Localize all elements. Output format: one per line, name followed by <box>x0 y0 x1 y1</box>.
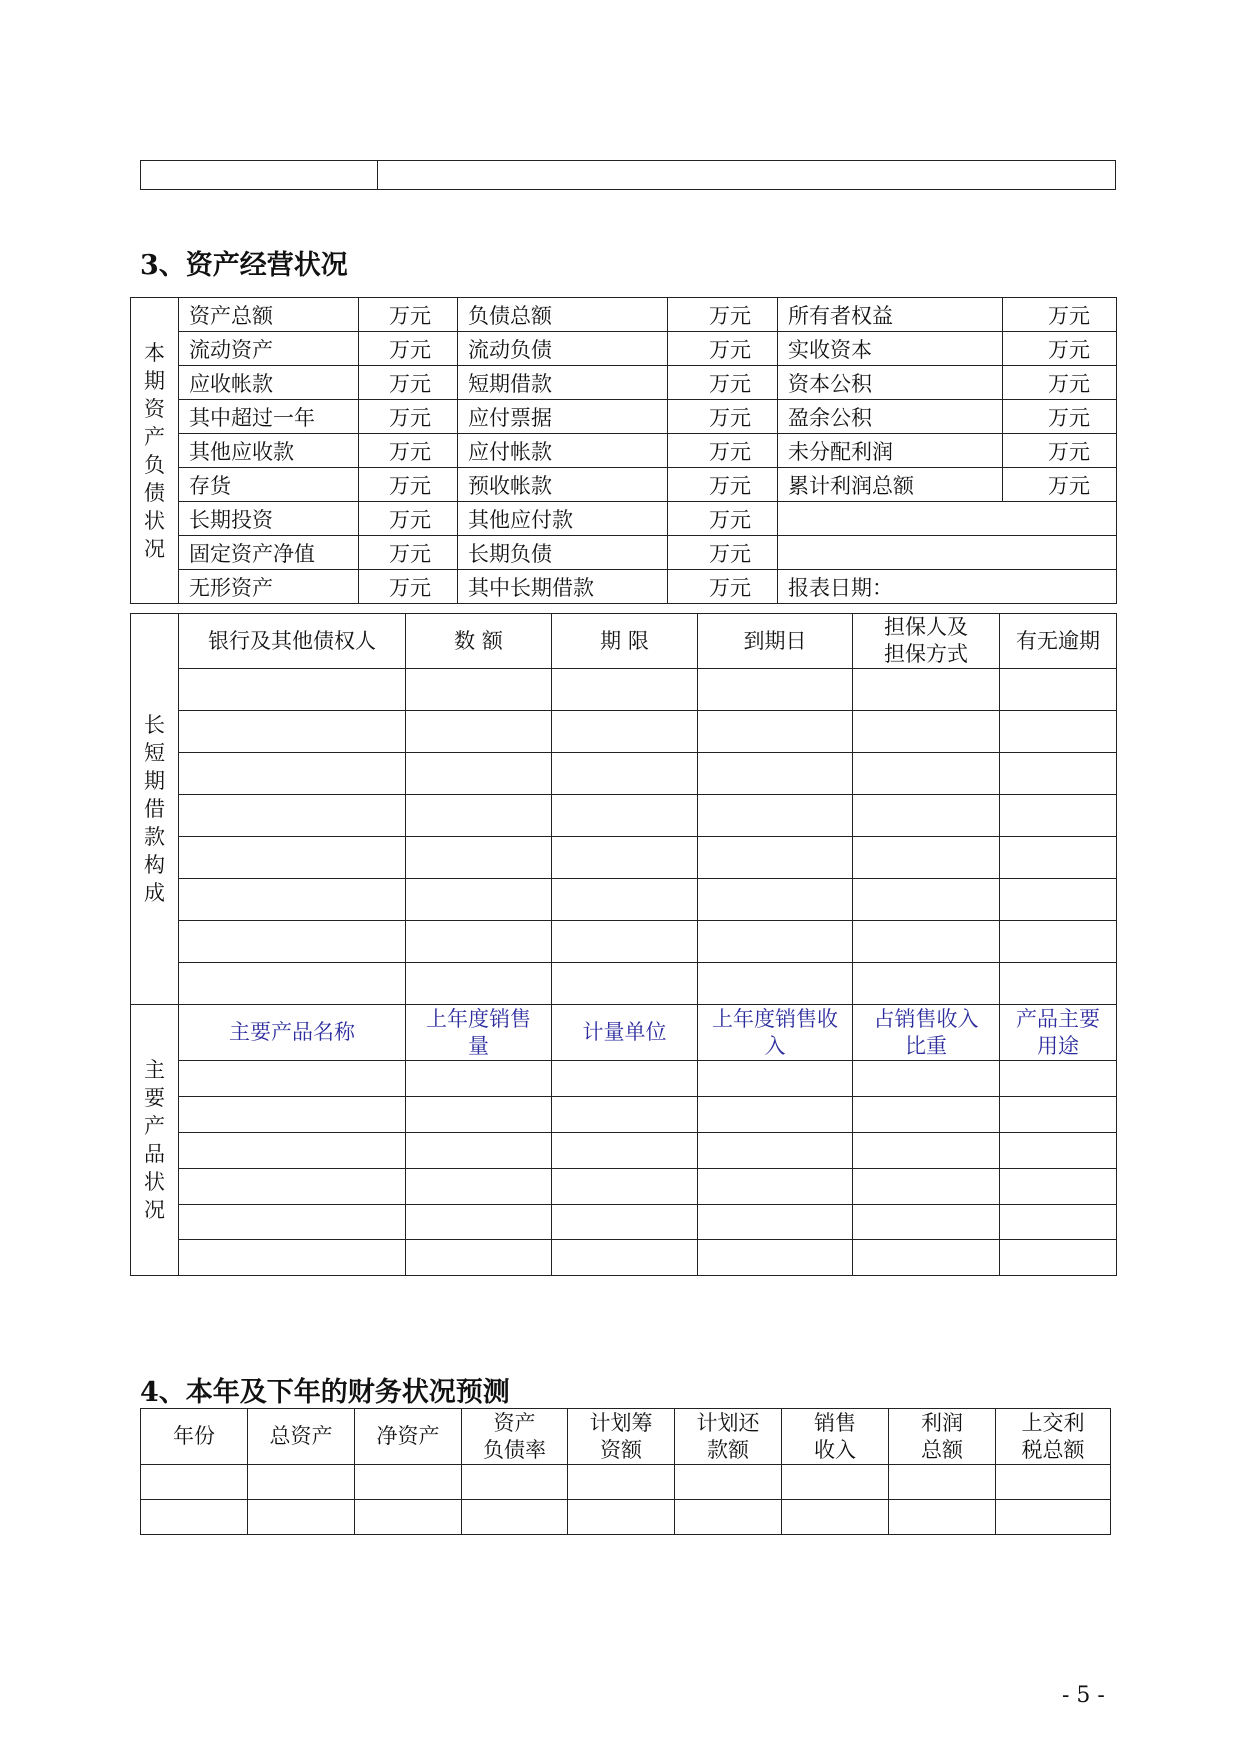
empty-cell <box>853 1240 1000 1276</box>
balance-item-label: 其中长期借款 <box>458 570 668 604</box>
products-column-header: 上年度销售 量 <box>406 1005 552 1061</box>
empty-cell <box>406 963 552 1005</box>
empty-cell <box>853 921 1000 963</box>
balance-item-label: 其他应付款 <box>458 502 668 536</box>
balance-sheet-side-label-char: 本 <box>144 340 165 365</box>
unit-label: 万元 <box>359 332 458 366</box>
balance-item-label: 其中超过一年 <box>179 400 359 434</box>
balance-item-label: 盈余公积 <box>778 400 1003 434</box>
forecast-column-header: 计划还 款额 <box>675 1409 782 1465</box>
balance-item-label: 固定资产净值 <box>179 536 359 570</box>
forecast-column-header: 资产 负债率 <box>462 1409 568 1465</box>
balance-item-label: 未分配利润 <box>778 434 1003 468</box>
products-row <box>131 1205 1117 1240</box>
empty-cell <box>1000 1133 1117 1169</box>
empty-cell <box>552 1133 698 1169</box>
forecast-column-header: 总资产 <box>248 1409 355 1465</box>
loans-row <box>131 879 1117 921</box>
loans-column-header: 到期日 <box>698 614 853 669</box>
empty-cell <box>462 1465 568 1500</box>
unit-label: 万元 <box>668 298 778 332</box>
page-number: - 5 - <box>1062 1683 1105 1708</box>
section-4-heading: 4、本年及下年的财务状况预测 <box>140 1377 510 1408</box>
unit-label: 万元 <box>1003 434 1117 468</box>
products-side-label-char: 主 <box>144 1058 165 1082</box>
unit-label: 万元 <box>359 298 458 332</box>
empty-cell <box>179 1240 406 1276</box>
unit-label: 万元 <box>1003 366 1117 400</box>
forecast-column-header: 销售 收入 <box>782 1409 889 1465</box>
unit-label: 万元 <box>1003 298 1117 332</box>
empty-cell <box>406 1240 552 1276</box>
empty-cell <box>698 1061 853 1097</box>
products-side-label-char: 品 <box>144 1142 165 1166</box>
empty-cell <box>1000 795 1117 837</box>
unit-label: 万元 <box>1003 400 1117 434</box>
products-side-label-cell <box>131 1005 179 1276</box>
empty-cell <box>406 1061 552 1097</box>
unit-label: 万元 <box>668 536 778 570</box>
balance-item-label: 预收帐款 <box>458 468 668 502</box>
balance-item-label: 实收资本 <box>778 332 1003 366</box>
empty-cell <box>853 879 1000 921</box>
empty-cell <box>552 921 698 963</box>
empty-cell <box>552 1169 698 1205</box>
balance-sheet-row <box>131 400 1117 434</box>
unit-label: 万元 <box>668 502 778 536</box>
empty-cell <box>248 1465 355 1500</box>
unit-label: 万元 <box>668 434 778 468</box>
empty-cell <box>552 669 698 711</box>
forecast-row <box>141 1500 1111 1535</box>
loans-column-header: 有无逾期 <box>1000 614 1117 669</box>
balance-sheet-side-label-char: 负 <box>144 452 165 477</box>
loans-products-table <box>130 613 1117 1276</box>
empty-cell <box>179 879 406 921</box>
empty-cell <box>552 963 698 1005</box>
loans-row <box>131 837 1117 879</box>
empty-cell <box>406 837 552 879</box>
loans-column-header: 数 额 <box>406 614 552 669</box>
empty-cell <box>179 711 406 753</box>
empty-cell <box>1000 963 1117 1005</box>
forecast-column-header: 年份 <box>141 1409 248 1465</box>
empty-cell <box>552 753 698 795</box>
forecast-column-header: 利润 总额 <box>889 1409 996 1465</box>
empty-cell <box>552 879 698 921</box>
empty-cell <box>141 1500 248 1535</box>
empty-cell <box>698 1240 853 1276</box>
unit-label: 万元 <box>668 332 778 366</box>
balance-item-label: 应付票据 <box>458 400 668 434</box>
empty-cell <box>1000 1097 1117 1133</box>
loans-row <box>131 921 1117 963</box>
empty-cell <box>179 963 406 1005</box>
unit-label: 万元 <box>359 400 458 434</box>
empty-cell <box>853 1169 1000 1205</box>
products-row <box>131 1133 1117 1169</box>
empty-cell <box>179 1061 406 1097</box>
products-side-label <box>131 1056 178 1224</box>
empty-cell <box>853 753 1000 795</box>
balance-item-label: 存货 <box>179 468 359 502</box>
products-column-header: 计量单位 <box>552 1005 698 1061</box>
report-date-label: 报表日期： <box>778 570 1117 604</box>
balance-item-label: 资产总额 <box>179 298 359 332</box>
forecast-column-header: 上交利 税总额 <box>996 1409 1111 1465</box>
balance-item-label: 流动负债 <box>458 332 668 366</box>
empty-cell <box>853 1097 1000 1133</box>
loans-row <box>131 963 1117 1005</box>
balance-item-label: 无形资产 <box>179 570 359 604</box>
empty-cell <box>552 837 698 879</box>
empty-cell <box>179 1169 406 1205</box>
unit-label: 万元 <box>359 366 458 400</box>
forecast-header-row <box>141 1409 1111 1465</box>
empty-cell <box>782 1500 889 1535</box>
loans-row <box>131 711 1117 753</box>
empty-cell <box>853 711 1000 753</box>
unit-label: 万元 <box>668 468 778 502</box>
empty-cell <box>853 1205 1000 1240</box>
balance-sheet-side-label-char: 状 <box>144 508 165 533</box>
balance-item-label: 长期投资 <box>179 502 359 536</box>
empty-cell <box>552 1240 698 1276</box>
balance-sheet-row <box>131 434 1117 468</box>
loans-side-label-char: 长 <box>144 713 165 737</box>
balance-sheet-side-label-char: 债 <box>144 480 165 505</box>
balance-sheet-row <box>131 298 1117 332</box>
empty-cell <box>179 753 406 795</box>
empty-cell <box>355 1500 462 1535</box>
balance-sheet-row <box>131 468 1117 502</box>
loans-row <box>131 753 1117 795</box>
empty-cell <box>355 1465 462 1500</box>
unit-label: 万元 <box>359 434 458 468</box>
empty-cell <box>552 1205 698 1240</box>
unit-label: 万元 <box>1003 468 1117 502</box>
loans-column-header: 期 限 <box>552 614 698 669</box>
forecast-column-header: 净资产 <box>355 1409 462 1465</box>
empty-cell <box>248 1500 355 1535</box>
products-row <box>131 1097 1117 1133</box>
balance-item-label: 累计利润总额 <box>778 468 1003 502</box>
empty-cell <box>778 502 1117 536</box>
loans-side-label-char: 短 <box>144 741 165 765</box>
empty-cell <box>179 669 406 711</box>
empty-cell <box>179 795 406 837</box>
balance-item-label: 短期借款 <box>458 366 668 400</box>
empty-cell <box>1000 879 1117 921</box>
unit-label: 万元 <box>668 570 778 604</box>
empty-cell <box>141 161 378 190</box>
section-3-heading: 3、资产经营状况 <box>140 250 348 281</box>
empty-cell <box>462 1500 568 1535</box>
empty-cell <box>889 1465 996 1500</box>
loans-side-label <box>131 711 178 907</box>
loans-side-label-cell <box>131 614 179 1005</box>
empty-cell <box>552 1061 698 1097</box>
empty-cell <box>675 1500 782 1535</box>
unit-label: 万元 <box>1003 332 1117 366</box>
empty-cell <box>675 1465 782 1500</box>
empty-cell <box>698 1097 853 1133</box>
empty-cell <box>853 1133 1000 1169</box>
balance-sheet-side-label-char: 况 <box>144 536 165 561</box>
loans-side-label-char: 借 <box>144 797 165 821</box>
empty-cell <box>996 1500 1111 1535</box>
balance-sheet-row <box>131 570 1117 604</box>
balance-sheet-row <box>131 502 1117 536</box>
empty-cell <box>179 921 406 963</box>
empty-cell <box>406 795 552 837</box>
unit-label: 万元 <box>359 468 458 502</box>
products-header-row <box>131 1005 1117 1061</box>
empty-cell <box>406 1133 552 1169</box>
empty-cell <box>698 1205 853 1240</box>
empty-cell <box>1000 1240 1117 1276</box>
empty-cell <box>406 711 552 753</box>
empty-cell <box>698 1169 853 1205</box>
unit-label: 万元 <box>359 536 458 570</box>
empty-cell <box>1000 669 1117 711</box>
loans-side-label-char: 成 <box>144 881 165 905</box>
balance-sheet-row <box>131 366 1117 400</box>
products-side-label-char: 状 <box>144 1170 165 1194</box>
empty-cell <box>698 921 853 963</box>
empty-cell <box>853 1061 1000 1097</box>
empty-cell <box>698 795 853 837</box>
empty-cell <box>179 1205 406 1240</box>
loans-side-label-char: 构 <box>144 853 165 877</box>
loans-row <box>131 669 1117 711</box>
empty-cell <box>698 837 853 879</box>
empty-cell <box>853 963 1000 1005</box>
empty-cell <box>996 1465 1111 1500</box>
empty-cell <box>179 837 406 879</box>
products-column-header: 上年度销售收 入 <box>698 1005 853 1061</box>
empty-cell <box>552 711 698 753</box>
forecast-table <box>140 1408 1111 1535</box>
empty-cell <box>378 161 1116 190</box>
balance-sheet-side-label-char: 产 <box>144 424 165 449</box>
balance-item-label: 流动资产 <box>179 332 359 366</box>
empty-cell <box>406 1205 552 1240</box>
empty-cell <box>1000 1169 1117 1205</box>
empty-cell <box>782 1465 889 1500</box>
balance-item-label: 其他应收款 <box>179 434 359 468</box>
empty-cell <box>698 963 853 1005</box>
empty-cell <box>406 1097 552 1133</box>
balance-sheet-side-label-cell <box>131 298 179 604</box>
empty-cell <box>1000 1061 1117 1097</box>
products-column-header: 产品主要 用途 <box>1000 1005 1117 1061</box>
loans-header-row <box>131 614 1117 669</box>
empty-cell <box>889 1500 996 1535</box>
products-row <box>131 1061 1117 1097</box>
empty-cell <box>406 753 552 795</box>
empty-cell <box>552 795 698 837</box>
balance-sheet-row <box>131 536 1117 570</box>
balance-item-label: 负债总额 <box>458 298 668 332</box>
empty-cell <box>698 753 853 795</box>
empty-cell <box>552 1097 698 1133</box>
balance-item-label: 应付帐款 <box>458 434 668 468</box>
balance-sheet-row <box>131 332 1117 366</box>
empty-cell <box>698 711 853 753</box>
empty-cell <box>1000 753 1117 795</box>
top-continuation-table <box>140 160 1116 190</box>
empty-cell <box>568 1465 675 1500</box>
empty-cell <box>698 669 853 711</box>
loans-side-label-char: 期 <box>144 769 165 793</box>
empty-cell <box>1000 921 1117 963</box>
products-side-label-char: 要 <box>144 1086 165 1110</box>
empty-cell <box>1000 837 1117 879</box>
balance-item-label: 所有者权益 <box>778 298 1003 332</box>
products-side-label-char: 况 <box>144 1198 165 1222</box>
products-column-header: 占销售收入 比重 <box>853 1005 1000 1061</box>
balance-sheet-side-label-char: 期 <box>144 368 165 393</box>
empty-cell <box>568 1500 675 1535</box>
balance-item-label: 应收帐款 <box>179 366 359 400</box>
empty-cell <box>853 837 1000 879</box>
empty-cell <box>1000 711 1117 753</box>
balance-sheet-table <box>130 297 1117 604</box>
empty-cell <box>698 879 853 921</box>
empty-cell <box>406 921 552 963</box>
empty-cell <box>853 795 1000 837</box>
products-column-header: 主要产品名称 <box>179 1005 406 1061</box>
unit-label: 万元 <box>359 570 458 604</box>
products-row <box>131 1240 1117 1276</box>
unit-label: 万元 <box>668 400 778 434</box>
balance-item-label: 长期负债 <box>458 536 668 570</box>
empty-cell <box>406 669 552 711</box>
balance-sheet-side-label <box>131 339 178 563</box>
loans-column-header: 担保人及 担保方式 <box>853 614 1000 669</box>
loans-row <box>131 795 1117 837</box>
products-side-label-char: 产 <box>144 1114 165 1138</box>
empty-cell <box>698 1133 853 1169</box>
empty-cell <box>406 879 552 921</box>
forecast-row <box>141 1465 1111 1500</box>
unit-label: 万元 <box>359 502 458 536</box>
balance-sheet-side-label-char: 资 <box>144 396 165 421</box>
empty-cell <box>179 1097 406 1133</box>
unit-label: 万元 <box>668 366 778 400</box>
empty-cell <box>406 1169 552 1205</box>
empty-cell <box>853 669 1000 711</box>
loans-column-header: 银行及其他债权人 <box>179 614 406 669</box>
empty-cell <box>141 1465 248 1500</box>
empty-cell <box>179 1133 406 1169</box>
empty-cell <box>1000 1205 1117 1240</box>
forecast-column-header: 计划筹 资额 <box>568 1409 675 1465</box>
products-row <box>131 1169 1117 1205</box>
balance-item-label: 资本公积 <box>778 366 1003 400</box>
empty-cell <box>778 536 1117 570</box>
loans-side-label-char: 款 <box>144 825 165 849</box>
